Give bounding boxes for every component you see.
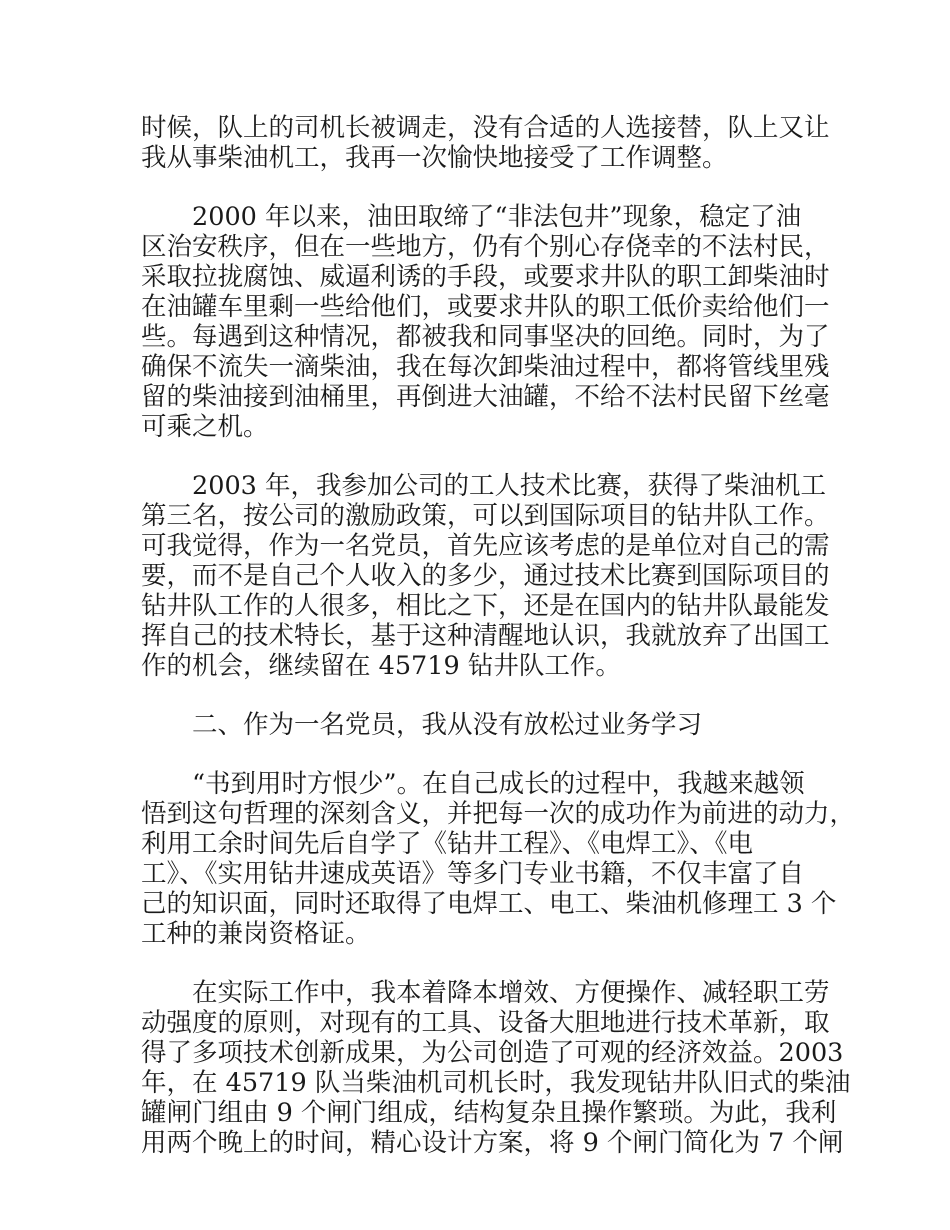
text-line: 在实际工作中，我本着降本增效、方便操作、减轻职工劳 <box>192 978 830 1008</box>
text-line: “书到用时方恨少”。在自己成长的过程中，我越来越领 <box>192 769 805 799</box>
paragraph <box>141 978 851 1158</box>
text-line: 2000 年以来，油田取缔了“非法包井”现象，稳定了油 <box>192 202 802 232</box>
text-line: 挥自己的技术特长，基于这种清醒地认识，我就放弃了出国工 <box>141 621 830 651</box>
text-line: 区治安秩序，但在一些地方，仍有个别心存侥幸的不法村民， <box>141 232 830 262</box>
document-body <box>141 113 856 1158</box>
text-line: 要，而不是自己个人收入的多少，通过技术比赛到国际项目的 <box>141 561 830 591</box>
text-line: 时候，队上的司机长被调走，没有合适的人选接替，队上又让 <box>141 113 830 143</box>
text-line: 可乘之机。 <box>141 412 269 442</box>
text-line: 2003 年，我参加公司的工人技术比赛，获得了柴油机工 <box>192 471 827 501</box>
paragraph-spacer <box>141 442 821 471</box>
text-line: 第三名，按公司的激励政策，可以到国际项目的钻井队工作。 <box>141 501 830 531</box>
paragraph-spacer <box>141 949 821 978</box>
paragraph <box>141 113 830 173</box>
text-line: 年，在 45719 队当柴油机司机长时，我发现钻井队旧式的柴油 <box>141 1068 851 1098</box>
text-line: 作的机会，继续留在 45719 钻井队工作。 <box>141 651 621 681</box>
text-line: 用两个晚上的时间，精心设计方案，将 9 个闸门简化为 7 个闸 <box>141 1128 844 1158</box>
text-line: 得了多项技术创新成果，为公司创造了可观的经济效益。2003 <box>141 1038 844 1068</box>
text-line: 罐闸门组由 9 个闸门组成，结构复杂且操作繁琐。为此，我利 <box>141 1098 837 1128</box>
text-line: 己的知识面，同时还取得了电焊工、电工、柴油机修理工 3 个 <box>141 889 837 919</box>
text-line: 采取拉拢腐蚀、威逼利诱的手段，或要求井队的职工卸柴油时 <box>141 262 830 292</box>
text-line: 我从事柴油机工，我再一次愉快地接受了工作调整。 <box>141 143 728 173</box>
section-heading <box>141 710 821 740</box>
text-line: 工种的兼岗资格证。 <box>141 919 371 949</box>
text-line: 些。每遇到这种情况，都被我和同事坚决的回绝。同时，为了 <box>141 322 830 352</box>
text-line: 悟到这句哲理的深刻含义，并把每一次的成功作为前进的动力， <box>141 799 856 829</box>
text-line: 在油罐车里剩一些给他们，或要求井队的职工低价卖给他们一 <box>141 292 830 322</box>
paragraph <box>141 202 830 442</box>
paragraph <box>141 471 830 681</box>
paragraph-spacer <box>141 740 821 769</box>
text-line: 留的柴油接到油桶里，再倒进大油罐，不给不法村民留下丝毫 <box>141 382 830 412</box>
text-line: 钻井队工作的人很多，相比之下，还是在国内的钻井队最能发 <box>141 591 830 621</box>
paragraph-spacer <box>141 681 821 710</box>
section-heading-text: 二、作为一名党员，我从没有放松过业务学习 <box>192 710 703 740</box>
text-line: 确保不流失一滴柴油，我在每次卸柴油过程中，都将管线里残 <box>141 352 830 382</box>
paragraph <box>141 769 856 949</box>
text-line: 利用工余时间先后自学了《钻井工程》、《电焊工》、《电 <box>141 829 754 859</box>
text-line: 工》、《实用钻井速成英语》等多门专业书籍，不仅丰富了自 <box>141 859 805 889</box>
text-line: 可我觉得，作为一名党员，首先应该考虑的是单位对自己的需 <box>141 531 830 561</box>
paragraph-spacer <box>141 173 821 202</box>
text-line: 动强度的原则，对现有的工具、设备大胆地进行技术革新，取 <box>141 1008 830 1038</box>
